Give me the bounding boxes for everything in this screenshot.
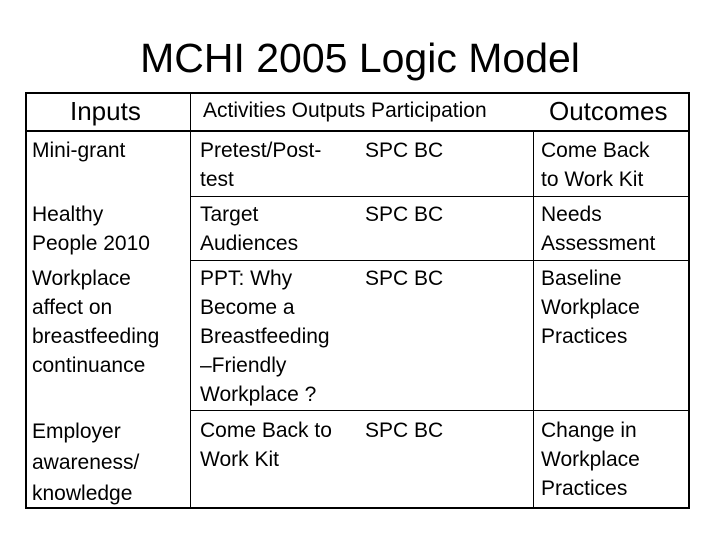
row1-outcome: Come Back to Work Kit xyxy=(541,139,650,191)
row3-input: Workplace affect on breastfeeding continuance xyxy=(32,267,160,377)
column-divider xyxy=(533,130,534,509)
row4-outcome: Change in Workplace Practices xyxy=(541,419,640,500)
table-left-border xyxy=(25,92,27,509)
row-divider xyxy=(190,260,690,261)
row3-outcome: Baseline Workplace Practices xyxy=(541,267,640,348)
header-bottom-rule xyxy=(25,130,690,132)
column-divider xyxy=(190,92,191,509)
row2-input: Healthy People 2010 xyxy=(32,203,150,255)
row2-activity: Target Audiences xyxy=(200,203,299,255)
row-divider xyxy=(190,410,690,411)
row3-participation: SPC BC xyxy=(365,267,444,290)
row4-activity: Come Back to Work Kit xyxy=(200,419,332,471)
row3-activity: PPT: Why Become a Breastfeeding –Friendly Workplace ? xyxy=(200,267,330,406)
row1-activity: Pretest/Post- test xyxy=(200,139,322,191)
row2-participation: SPC BC xyxy=(365,203,444,226)
table-right-border xyxy=(688,92,690,509)
header-outcomes: Outcomes xyxy=(549,96,668,126)
row4-input: Employer awareness/ knowledge xyxy=(32,420,140,505)
row1-participation: SPC BC xyxy=(365,139,444,162)
row1-input: Mini-grant xyxy=(32,139,126,162)
header-inputs: Inputs xyxy=(70,96,141,126)
row2-outcome: Needs Assessment xyxy=(541,203,656,255)
slide-title: MCHI 2005 Logic Model xyxy=(140,35,580,81)
row-divider xyxy=(190,196,690,197)
logic-model-table xyxy=(25,92,690,509)
row4-participation: SPC BC xyxy=(365,419,444,442)
header-activities-outputs-participation: Activities Outputs Participation xyxy=(203,99,487,122)
